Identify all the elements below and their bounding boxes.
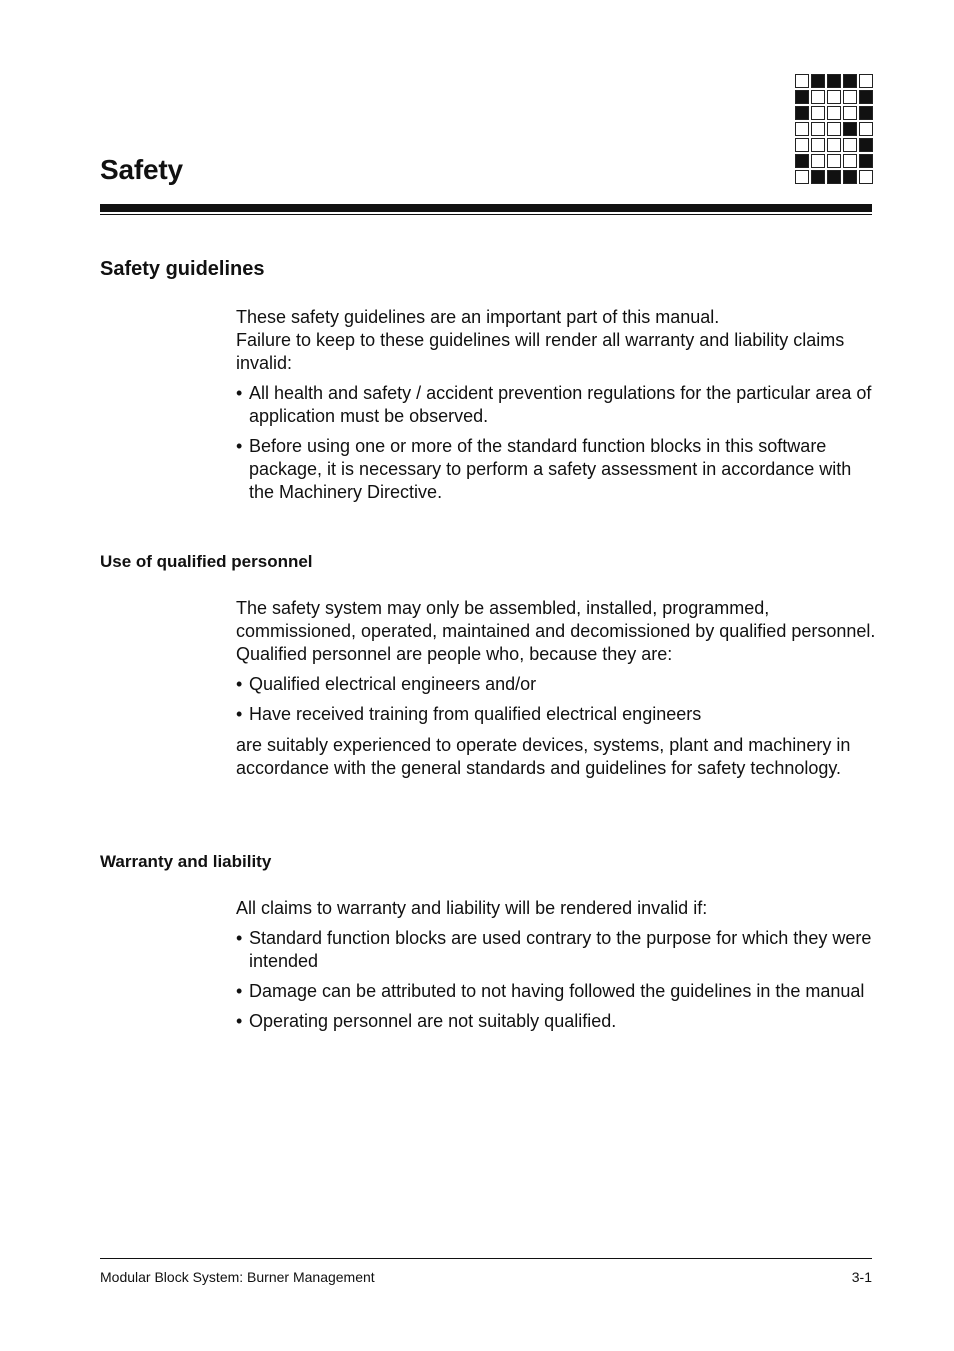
logo-cell-empty [843,90,857,104]
bullet-dot: • [236,383,243,403]
logo-cell-filled [795,90,809,104]
list-item [236,435,876,504]
logo-cell-filled [859,154,873,168]
guidelines-intro-line1: These safety guidelines are an important part of this manual. [236,307,720,327]
logo-cell-empty [843,154,857,168]
list-item [236,1010,876,1033]
logo-cell-empty [811,90,825,104]
personnel-closing: are suitably experienced to operate devices, systems, plant and machinery in accordance with the general standards and guidelines for safety technology. [236,735,851,778]
warranty-intro: All claims to warranty and liability will be rendered invalid if: [236,898,708,918]
logo-cell-empty [827,138,841,152]
logo-cell-empty [795,138,809,152]
logo-cell-empty [811,106,825,120]
bullet-dot: • [236,704,243,724]
logo-cell-empty [811,154,825,168]
logo-cell-empty [827,106,841,120]
warranty-liability-body [236,897,876,1033]
list-item-text: Standard function blocks are used contrary to the purpose for which they were intended [249,928,872,971]
list-item-text: Have received training from qualified electrical engineers [249,704,702,724]
title-rule-thin [100,214,872,215]
logo-grid-icon [795,74,873,183]
logo-cell-empty [843,106,857,120]
logo-cell-empty [795,170,809,184]
logo-cell-filled [859,90,873,104]
logo-cell-filled [827,74,841,88]
qualified-personnel-body [236,597,876,780]
logo-cell-empty [795,74,809,88]
title-rule-thick [100,204,872,212]
logo-cell-filled [795,154,809,168]
logo-cell-empty [859,122,873,136]
list-item-text: All health and safety / accident prevention regulations for the particular area of application must be observed. [249,383,872,426]
footer-document-title: Modular Block System: Burner Management [100,1269,375,1285]
logo-cell-empty [843,138,857,152]
section-heading-warranty-liability: Warranty and liability [100,852,272,871]
safety-guidelines-body [236,306,876,504]
logo-cell-filled [843,170,857,184]
logo-cell-empty [811,138,825,152]
logo-cell-empty [827,154,841,168]
logo-cell-filled [795,106,809,120]
bullet-dot: • [236,981,243,1001]
list-item [236,382,876,428]
list-item [236,703,876,726]
guidelines-intro-line2: Failure to keep to these guidelines will render all warranty and liability claims invalid: [236,330,845,373]
list-item-text: Operating personnel are not suitably qualified. [249,1011,617,1031]
bullet-dot: • [236,674,243,694]
footer-rule [100,1258,872,1259]
logo-cell-empty [859,170,873,184]
list-item-text: Qualified electrical engineers and/or [249,674,537,694]
logo-cell-empty [827,122,841,136]
page-title: Safety [100,154,183,185]
bullet-dot: • [236,928,243,948]
list-item [236,673,876,696]
section-heading-qualified-personnel: Use of qualified personnel [100,552,313,571]
logo-cell-filled [859,138,873,152]
logo-cell-filled [827,170,841,184]
logo-cell-empty [795,122,809,136]
bullet-dot: • [236,1011,243,1031]
logo-cell-empty [827,90,841,104]
list-item-text: Before using one or more of the standard function blocks in this software package, it is necessary to perform a safety assessment in accordance with the Machinery Directive. [249,436,852,502]
page-number: 3-1 [851,1269,872,1285]
logo-cell-filled [811,74,825,88]
list-item [236,980,876,1003]
section-heading-safety-guidelines: Safety guidelines [100,258,265,280]
logo-cell-filled [859,106,873,120]
logo-cell-filled [811,170,825,184]
logo-cell-filled [843,122,857,136]
bullet-dot: • [236,436,243,456]
list-item-text: Damage can be attributed to not having followed the guidelines in the manual [249,981,865,1001]
personnel-intro: The safety system may only be assembled, installed, programmed, commissioned, operated, maintained and decomissioned by qualified personnel. Qualified personnel are people who, because they are: [236,598,876,664]
logo-cell-empty [811,122,825,136]
logo-cell-empty [859,74,873,88]
list-item [236,927,876,973]
logo-cell-filled [843,74,857,88]
